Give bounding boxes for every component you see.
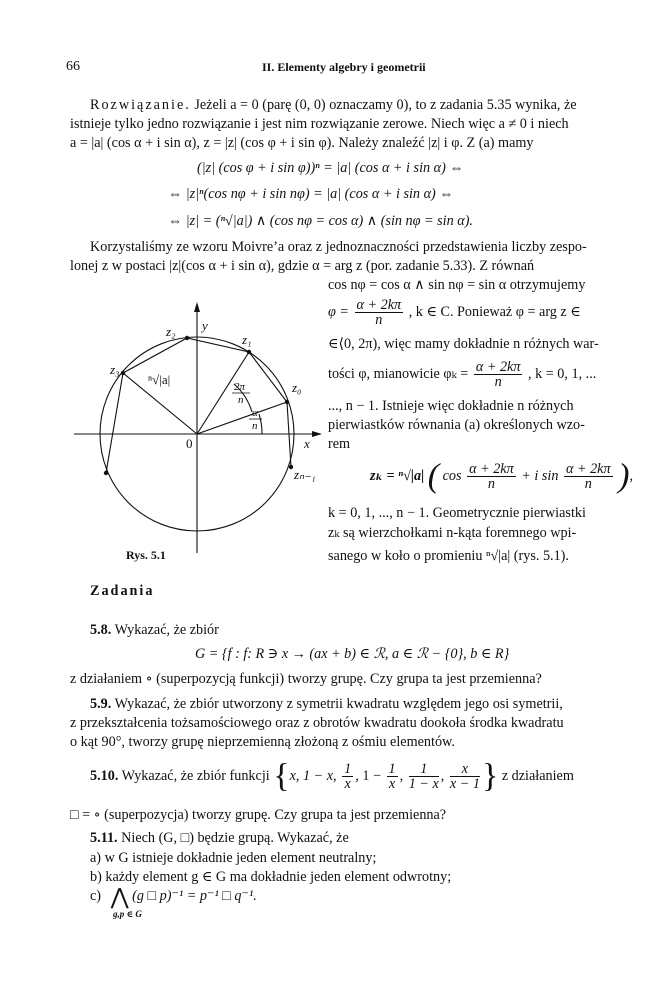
task-5-8-text: Wykazać, że zbiór: [114, 622, 219, 638]
solution-line-2: istnieje tylko jedno rozwiązanie i jest nim rozwiązanie zerowe. Niech więc a ≠ 0 i niech: [70, 116, 569, 132]
t510-f3-den: 1 − x: [408, 776, 439, 792]
geom-line-2: zₖ są wierzchołkami n-kąta foremnego wpi-: [328, 525, 577, 541]
task-5-8-formula: G = {f : f: R ∋ x → (ax + b) ∈ ℛ, a ∈ ℛ − {0}, b ∈ R}: [195, 646, 510, 662]
t510-f1-den: x: [344, 776, 351, 792]
phik-text: tości φ, mianowicie φₖ =: [328, 365, 469, 382]
task-5-11-text: Niech (G, □) będzie grupą. Wykazać, że: [121, 830, 349, 846]
zk-frac-1: [467, 462, 516, 491]
t510-f2-num: 1: [388, 761, 396, 777]
moivre-line-9: rem: [328, 436, 351, 452]
x-arrow: [312, 431, 322, 437]
task-5-9-line-3: o kąt 90°, tworzy grupę nieprzemienną złożoną z ośmiu elementów.: [70, 734, 455, 750]
equation-3: ⇔ |z| = (ⁿ√|a|) ∧ (cos nφ = cos α) ∧ (sin nφ = sin α).: [168, 213, 473, 229]
geom-line-1: k = 0, 1, ..., n − 1. Geometrycznie pierwiastki: [328, 505, 586, 521]
t510-f2-den: x: [388, 776, 396, 792]
phik-fraction: [474, 360, 523, 389]
task-5-11-number: 5.11.: [90, 830, 118, 846]
task-5-8-number: 5.8.: [90, 622, 112, 638]
phi-lhs: φ =: [328, 303, 349, 320]
task-5-9-number: 5.9.: [90, 696, 112, 712]
t511-c-subscript: g,p ∈ G: [113, 909, 142, 919]
zk-lhs: zₖ = ⁿ√|a|: [370, 467, 425, 484]
zk-num-2: α + 2kπ: [565, 461, 611, 477]
label-z0: z₀: [292, 380, 302, 395]
angle1-num: 2π: [234, 381, 246, 393]
task-5-9-line-1: [90, 695, 563, 713]
equation-1: (|z| (cos φ + i sin φ))ⁿ = |a| (cos α + i sin α) ⇔: [197, 160, 464, 176]
label-z3: z₃: [110, 362, 120, 377]
moivre-line-8: pierwiastków równania (a) określonych wzo-: [328, 417, 585, 433]
moivre-line-6: [328, 360, 596, 389]
moivre-line-7: ..., n − 1. Istnieje więc dokładnie n różnych: [328, 398, 574, 414]
phi-formula: [328, 298, 581, 327]
t510-after: z działaniem: [501, 767, 574, 784]
figure-caption: Rys. 5.1: [126, 548, 166, 562]
task-5-10-text: Wykazać, że zbiór funkcji: [121, 767, 270, 784]
running-title: II. Elementy algebry i geometrii: [262, 60, 426, 74]
t511-c-wedge: ⋀: [110, 883, 129, 909]
phik-range: , k = 0, 1, ...: [528, 365, 597, 382]
page-number: 66: [66, 59, 80, 74]
solution-label: Rozwiązanie.: [90, 97, 191, 113]
zk-cos: cos: [442, 467, 462, 484]
zk-den-2: n: [584, 476, 592, 492]
figure-polygon: [106, 338, 291, 473]
zk-frac-2: [564, 462, 613, 491]
phi-den: n: [375, 312, 383, 328]
task-5-10-line-1: 5.10. Wykazać, że zbiór funkcji {x, 1 − x, $\frac{1}{x}$ , 1 − $\frac{1}{x}$ , $\frac{1}{1 - x}$ , $\frac{x}{x - 1}$ } z działaniem: [90, 757, 574, 795]
angle-arc-2: [259, 414, 262, 434]
moivre-line-3: cos nφ = cos α ∧ sin nφ = sin α otrzymujemy: [328, 277, 586, 293]
task-5-9-line-2: z przekształcenia tożsamościowego oraz z obrotów kwadratu dookoła środka kwadratu: [70, 715, 564, 731]
moivre-line-1: Korzystaliśmy ze wzoru Moivre’a oraz z jednoznaczności przedstawienia liczby zespo-: [90, 239, 587, 255]
solution-text-1: Jeżeli a = 0 (parę (0, 0) oznaczamy 0), to z zadania 5.35 wynika, że: [194, 97, 577, 113]
label-origin: 0: [186, 436, 193, 451]
zk-formula: zₖ = ⁿ√|a| ( cos $\frac{\alpha + 2k\pi}{n}$ + i sin $\frac{\alpha + 2k\pi}{n}$ ),: [370, 457, 634, 495]
angle1-den: n: [238, 394, 244, 406]
equation-2: ⇔ |z|ⁿ(cos nφ + i sin nφ) = |a| (cos α + i sin α) ⇔: [168, 186, 454, 202]
t511-c-formula: (g □ p)⁻¹ = p⁻¹ □ q⁻¹.: [132, 888, 257, 904]
task-5-11-b: b) każdy element g ∈ G ma dokładnie jeden element odwrotny;: [90, 869, 452, 885]
moivre-line-5: ∈⟨0, 2π), więc mamy dokładnie n różnych war-: [328, 336, 599, 352]
label-y: y: [202, 318, 208, 333]
t510-f4-den: x − 1: [449, 776, 480, 792]
zk-num-1: α + 2kπ: [469, 461, 514, 477]
figure-roots-of-unity: [66, 296, 326, 561]
task-5-11: [90, 829, 349, 847]
geom-line-3: sanego w koło o promieniu ⁿ√|a| (rys. 5.1).: [328, 548, 569, 564]
t510-set-a: x, 1 − x,: [289, 767, 337, 784]
task-5-8-tail: z działaniem ∘ (superpozycją funkcji) tworzy grupę. Czy grupa ta jest przemienna?: [70, 671, 542, 687]
t511-c-label: c): [90, 888, 102, 904]
task-5-10-number: 5.10.: [90, 767, 119, 784]
task-5-10-line-2: □ = ∘ (superpozycja) tworzy grupę. Czy grupa ta jest przemienna?: [70, 807, 447, 823]
task-5-11-c: [90, 883, 257, 909]
angle2-num: α: [252, 407, 258, 419]
t510-f3-num: 1: [409, 762, 439, 777]
phi-num: α + 2kπ: [356, 297, 402, 313]
label-z2: z₂: [166, 324, 176, 339]
phik-num: α + 2kπ: [475, 359, 521, 375]
t510-mid: 1 −: [362, 767, 381, 784]
t510-f1-num: 1: [344, 761, 352, 777]
label-radius: ⁿ√|a|: [148, 372, 171, 387]
zadania-heading: Zadania: [90, 583, 155, 599]
t510-f4-num: x: [450, 762, 480, 777]
moivre-line-2: lonej z w postaci |z|(cos α + i sin α), gdzie α = arg z (por. zadanie 5.33). Z równań: [70, 258, 535, 274]
task-5-8: [90, 621, 219, 639]
task-5-9-text: Wykazać, że zbiór utworzony z symetrii kwadratu względem jego osi symetrii,: [114, 696, 563, 712]
phik-den: n: [494, 374, 502, 390]
y-arrow: [194, 302, 200, 312]
zk-plus: + i sin: [521, 467, 559, 484]
radius-z0: [197, 402, 287, 434]
zk-den-1: n: [487, 476, 495, 492]
solution-line-1: [90, 96, 577, 114]
label-zn1: zₙ₋₁: [294, 467, 316, 482]
phi-fraction: [355, 298, 404, 327]
label-x: x: [304, 436, 310, 451]
angle2-den: n: [252, 420, 258, 432]
phi-rest: , k ∈ C. Ponieważ φ = arg z ∈: [408, 303, 581, 320]
task-5-11-a: a) w G istnieje dokładnie jeden element neutralny;: [90, 850, 377, 866]
label-z1: z₁: [242, 332, 252, 347]
solution-line-3: a = |a| (cos α + i sin α), z = |z| (cos φ + i sin φ). Należy znaleźć |z| i φ. Z (a) mamy: [70, 135, 534, 151]
